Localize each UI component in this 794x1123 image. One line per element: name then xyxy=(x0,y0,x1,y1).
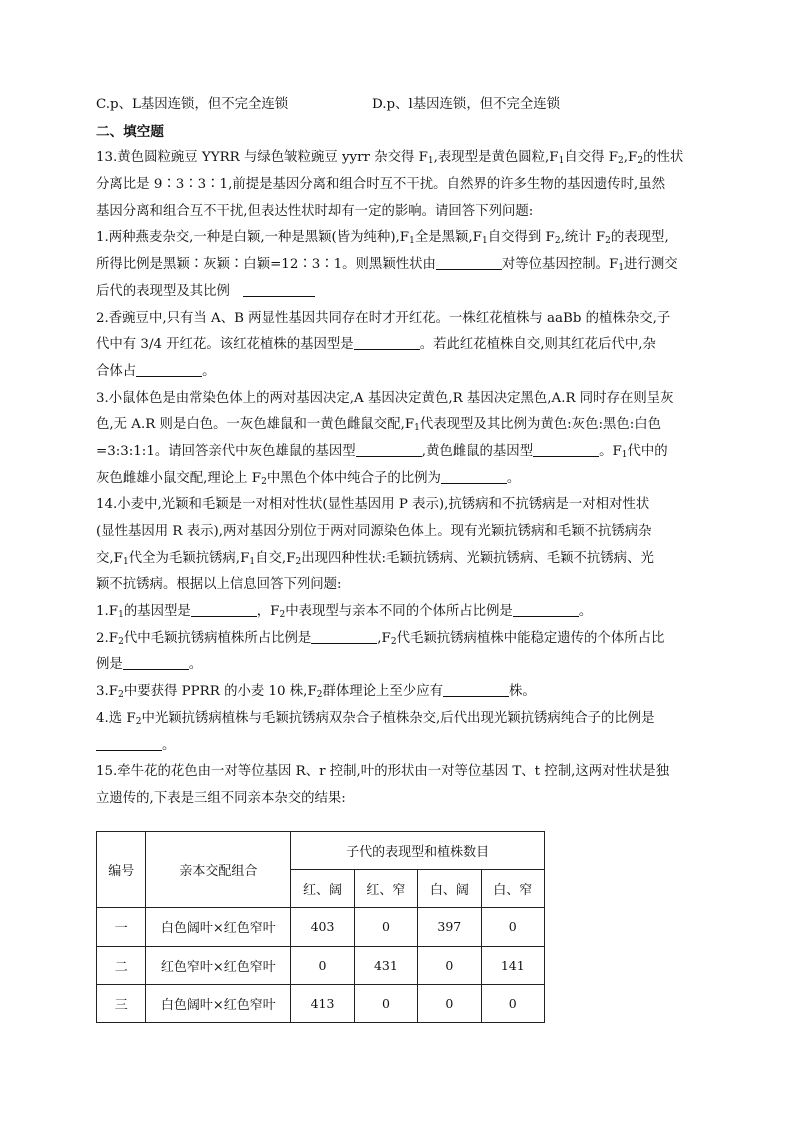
exam-page xyxy=(96,92,716,813)
text: 中要获得 PPRR 的小麦 10 株,F xyxy=(123,684,317,700)
cell-value: 0 xyxy=(481,984,544,1022)
answer-blank[interactable] xyxy=(354,335,420,350)
row-combination: 红色窄叶×红色窄叶 xyxy=(146,946,291,984)
q14-part4-line-1 xyxy=(96,706,716,733)
cell-value: 397 xyxy=(418,908,481,946)
answer-blank[interactable] xyxy=(443,682,509,697)
subscript: 2 xyxy=(390,636,397,647)
cell-value: 0 xyxy=(354,984,417,1022)
row-combination: 白色阔叶×红色窄叶 xyxy=(146,908,291,946)
text: 色,无 A.R 则是白色。一灰色雄鼠和一黄色雌鼠交配,F xyxy=(96,417,415,433)
text: 全是黑颖,F xyxy=(414,230,482,246)
text: 中光颖抗锈病植株与毛颖抗锈病双杂合子植株杂交,后代出现光颖抗锈病纯合子的比例是 xyxy=(141,710,655,726)
text: 。 xyxy=(162,737,176,753)
text: 交,F xyxy=(96,550,123,566)
table-row xyxy=(97,946,545,984)
text: ,统计 F xyxy=(560,230,606,246)
text: 自交得到 F xyxy=(487,230,555,246)
q15-line-1: 15.牵牛花的花色由一对等位基因 R、r 控制,叶的形状由一对等位基因 T、t 控制,这两对性状是独 xyxy=(96,764,670,780)
text: 。 xyxy=(202,363,216,379)
q12-options xyxy=(96,92,716,119)
q12-option-c: C.p、L基因连锁，但不完全连锁 xyxy=(96,97,289,112)
q13-line-3: 基因分离和组合互不干扰,但表达性状时却有一定的影响。请回答下列问题: xyxy=(96,203,534,219)
text: 自交得 F xyxy=(564,150,619,166)
answer-blank[interactable] xyxy=(243,282,315,297)
col-header-offspring: 子代的表现型和植株数目 xyxy=(291,832,545,870)
text: 代中毛颖抗锈病植株所占比例是 xyxy=(123,630,312,646)
text: 代毛颖抗锈病植株中能稳定遗传的个体所占比 xyxy=(396,630,665,646)
text: 自交,F xyxy=(255,550,296,566)
subscript: 1 xyxy=(118,610,124,621)
text: 灰色雌雄小鼠交配,理论上 F xyxy=(96,470,262,486)
subscript: 2 xyxy=(637,156,644,167)
answer-blank[interactable] xyxy=(191,602,257,617)
cell-value: 431 xyxy=(354,946,417,984)
answer-blank[interactable] xyxy=(513,602,579,617)
subscript: 2 xyxy=(118,636,124,647)
text: 的基因型是 xyxy=(123,604,191,620)
table-header-row xyxy=(97,832,545,870)
q13-part3-line-1: 3.小鼠体色是由常染色体上的两对基因决定,A 基因决定黄色,R 基因决定黑色,A.R 同时存在则呈灰 xyxy=(96,390,674,406)
text: 。 xyxy=(578,604,593,620)
subscript: 2 xyxy=(554,236,561,247)
table-row xyxy=(97,984,545,1022)
q14-line-1: 14.小麦中,光颖和毛颖是一对相对性状(显性基因用 P 表示),抗锈病和不抗锈病是一对相对性状 xyxy=(96,497,650,513)
text: 后代的表现型及其比例 xyxy=(96,283,230,299)
subscript: 2 xyxy=(261,476,267,487)
subscript: 1 xyxy=(621,449,628,460)
subscript: 2 xyxy=(279,610,286,621)
col-header-number: 编号 xyxy=(97,832,146,908)
subscript: 2 xyxy=(295,556,302,567)
subcol-red-narrow: 红、窄 xyxy=(354,870,417,908)
text: 。F xyxy=(599,443,622,459)
q14-line-4: 颖不抗锈病。根据以上信息回答下列问题: xyxy=(96,577,342,593)
text: 例是 xyxy=(96,657,123,673)
q14-part1 xyxy=(96,599,716,626)
text: 的表现型, xyxy=(610,230,669,246)
text: 进行测交 xyxy=(624,257,678,273)
cell-value: 0 xyxy=(418,984,481,1022)
q13-part2-line-3 xyxy=(96,359,716,386)
answer-blank[interactable] xyxy=(311,629,377,644)
subscript: 2 xyxy=(118,690,124,701)
answer-blank[interactable] xyxy=(441,469,507,484)
text: ,F xyxy=(623,150,638,166)
text: ,黄色雌鼠的基因型 xyxy=(421,443,534,459)
subscript: 1 xyxy=(481,236,488,247)
q13-line-2: 分离比是 9∶3∶3∶1,前提是基因分离和组合时互不干扰。自然界的许多生物的基因遗传时,虽然 xyxy=(96,177,666,193)
text: =3:3:1:1。请回答亲代中灰色雄鼠的基因型 xyxy=(96,443,356,459)
q13-part3-line-4 xyxy=(96,466,716,493)
q14-part3 xyxy=(96,679,716,706)
q13-part1-line-1 xyxy=(96,225,716,252)
answer-blank[interactable] xyxy=(436,255,502,270)
q14-part4-line-2 xyxy=(96,733,716,760)
cell-value: 141 xyxy=(481,946,544,984)
col-header-parent-combination: 亲本交配组合 xyxy=(146,832,291,908)
text: 4.选 F xyxy=(96,710,136,726)
q13-part1-line-2 xyxy=(96,252,716,279)
subscript: 1 xyxy=(414,423,420,434)
text: 1.F xyxy=(96,604,119,620)
row-combination: 白色阔叶×红色窄叶 xyxy=(146,984,291,1022)
text: ,F xyxy=(377,630,391,646)
q13-part2-line-2 xyxy=(96,332,716,359)
subscript: 2 xyxy=(316,690,323,701)
text: 中表现型与亲本不同的个体所占比例是 xyxy=(285,604,513,620)
text: 代全为毛颖抗锈病,F xyxy=(128,550,250,566)
q14-line-2: (显性基因用 R 表示),两对基因分别位于两对同源染色体上。现有光颖抗锈病和毛颖不抗锈病杂 xyxy=(96,524,652,539)
subscript: 2 xyxy=(135,716,142,727)
subcol-white-narrow: 白、窄 xyxy=(481,870,544,908)
answer-blank[interactable] xyxy=(136,362,202,377)
q14-part2-line-2 xyxy=(96,652,716,679)
cell-value: 403 xyxy=(291,908,354,946)
text: ,表现型是黄色圆粒,F xyxy=(433,150,559,166)
q14-line-3 xyxy=(96,546,716,573)
subscript: 1 xyxy=(409,236,415,247)
row-number: 三 xyxy=(97,984,146,1022)
text: 合体占 xyxy=(96,363,137,379)
text: 代中的 xyxy=(627,443,668,459)
text: 群体理论上至少应有 xyxy=(322,684,443,700)
cell-value: 0 xyxy=(418,946,481,984)
subscript: 1 xyxy=(558,156,565,167)
cross-results-table xyxy=(96,831,545,1023)
text: 对等位基因控制。F xyxy=(501,257,619,273)
row-number: 一 xyxy=(97,908,146,946)
subscript: 1 xyxy=(427,156,434,167)
text: 株。 xyxy=(508,684,536,700)
text: 1.两种燕麦杂交,一种是白颖,一种是黑颖(皆为纯种),F xyxy=(96,230,410,246)
text: 3.F xyxy=(96,684,119,700)
subscript: 1 xyxy=(122,556,129,567)
q13-part3-line-2 xyxy=(96,412,716,439)
subscript: 1 xyxy=(249,556,256,567)
text: 出现四种性状:毛颖抗锈病、光颖抗锈病、毛颖不抗锈病、光 xyxy=(301,550,654,566)
text: 所得比例是黑颖∶灰颖∶白颖=12∶3∶1。则黑颖性状由 xyxy=(96,257,436,273)
subscript: 2 xyxy=(618,156,624,167)
q13-part1-line-3 xyxy=(96,279,716,306)
row-number: 二 xyxy=(97,946,146,984)
text: 。 xyxy=(188,657,203,673)
cell-value: 413 xyxy=(291,984,354,1022)
q12-option-d: D.p、l基因连锁，但不完全连锁 xyxy=(372,97,561,112)
answer-blank[interactable] xyxy=(96,736,162,751)
text: ，F xyxy=(256,604,280,620)
answer-blank[interactable] xyxy=(533,442,599,457)
text: 中黑色个体中纯合子的比例为 xyxy=(266,470,441,486)
subscript: 1 xyxy=(618,263,625,274)
subscript: 2 xyxy=(605,236,611,247)
text: 的性状 xyxy=(643,150,684,166)
section-title: 二、填空题 xyxy=(96,123,164,140)
answer-blank[interactable] xyxy=(123,655,189,670)
q13-part3-line-3 xyxy=(96,439,716,466)
text: 13.黄色圆粒豌豆 YYRR 与绿色皱粒豌豆 yyrr 杂交得 F xyxy=(96,150,428,166)
cell-value: 0 xyxy=(481,908,544,946)
table-row xyxy=(97,908,545,946)
answer-blank[interactable] xyxy=(356,442,422,457)
q14-part2-line-1 xyxy=(96,626,716,653)
text: 代中有 3/4 开红花。该红花植株的基因型是 xyxy=(96,337,354,353)
q13-line-1 xyxy=(96,145,716,172)
cell-value: 0 xyxy=(354,908,417,946)
text: 代表现型及其比例为黄色:灰色:黑色:白色 xyxy=(419,417,662,433)
text: 。 xyxy=(506,470,521,486)
text: 2.F xyxy=(96,630,119,646)
q15-line-2: 立遗传的,下表是三组不同亲本杂交的结果: xyxy=(96,790,346,806)
cell-value: 0 xyxy=(291,946,354,984)
subcol-red-broad: 红、阔 xyxy=(291,870,354,908)
subcol-white-broad: 白、阔 xyxy=(418,870,481,908)
text: 。若此红花植株自交,则其红花后代中,杂 xyxy=(419,337,656,353)
q13-part2-line-1: 2.香豌豆中,只有当 A、B 两显性基因共同存在时才开红花。一株红花植株与 aaBb 的植株杂交,子 xyxy=(96,310,671,326)
